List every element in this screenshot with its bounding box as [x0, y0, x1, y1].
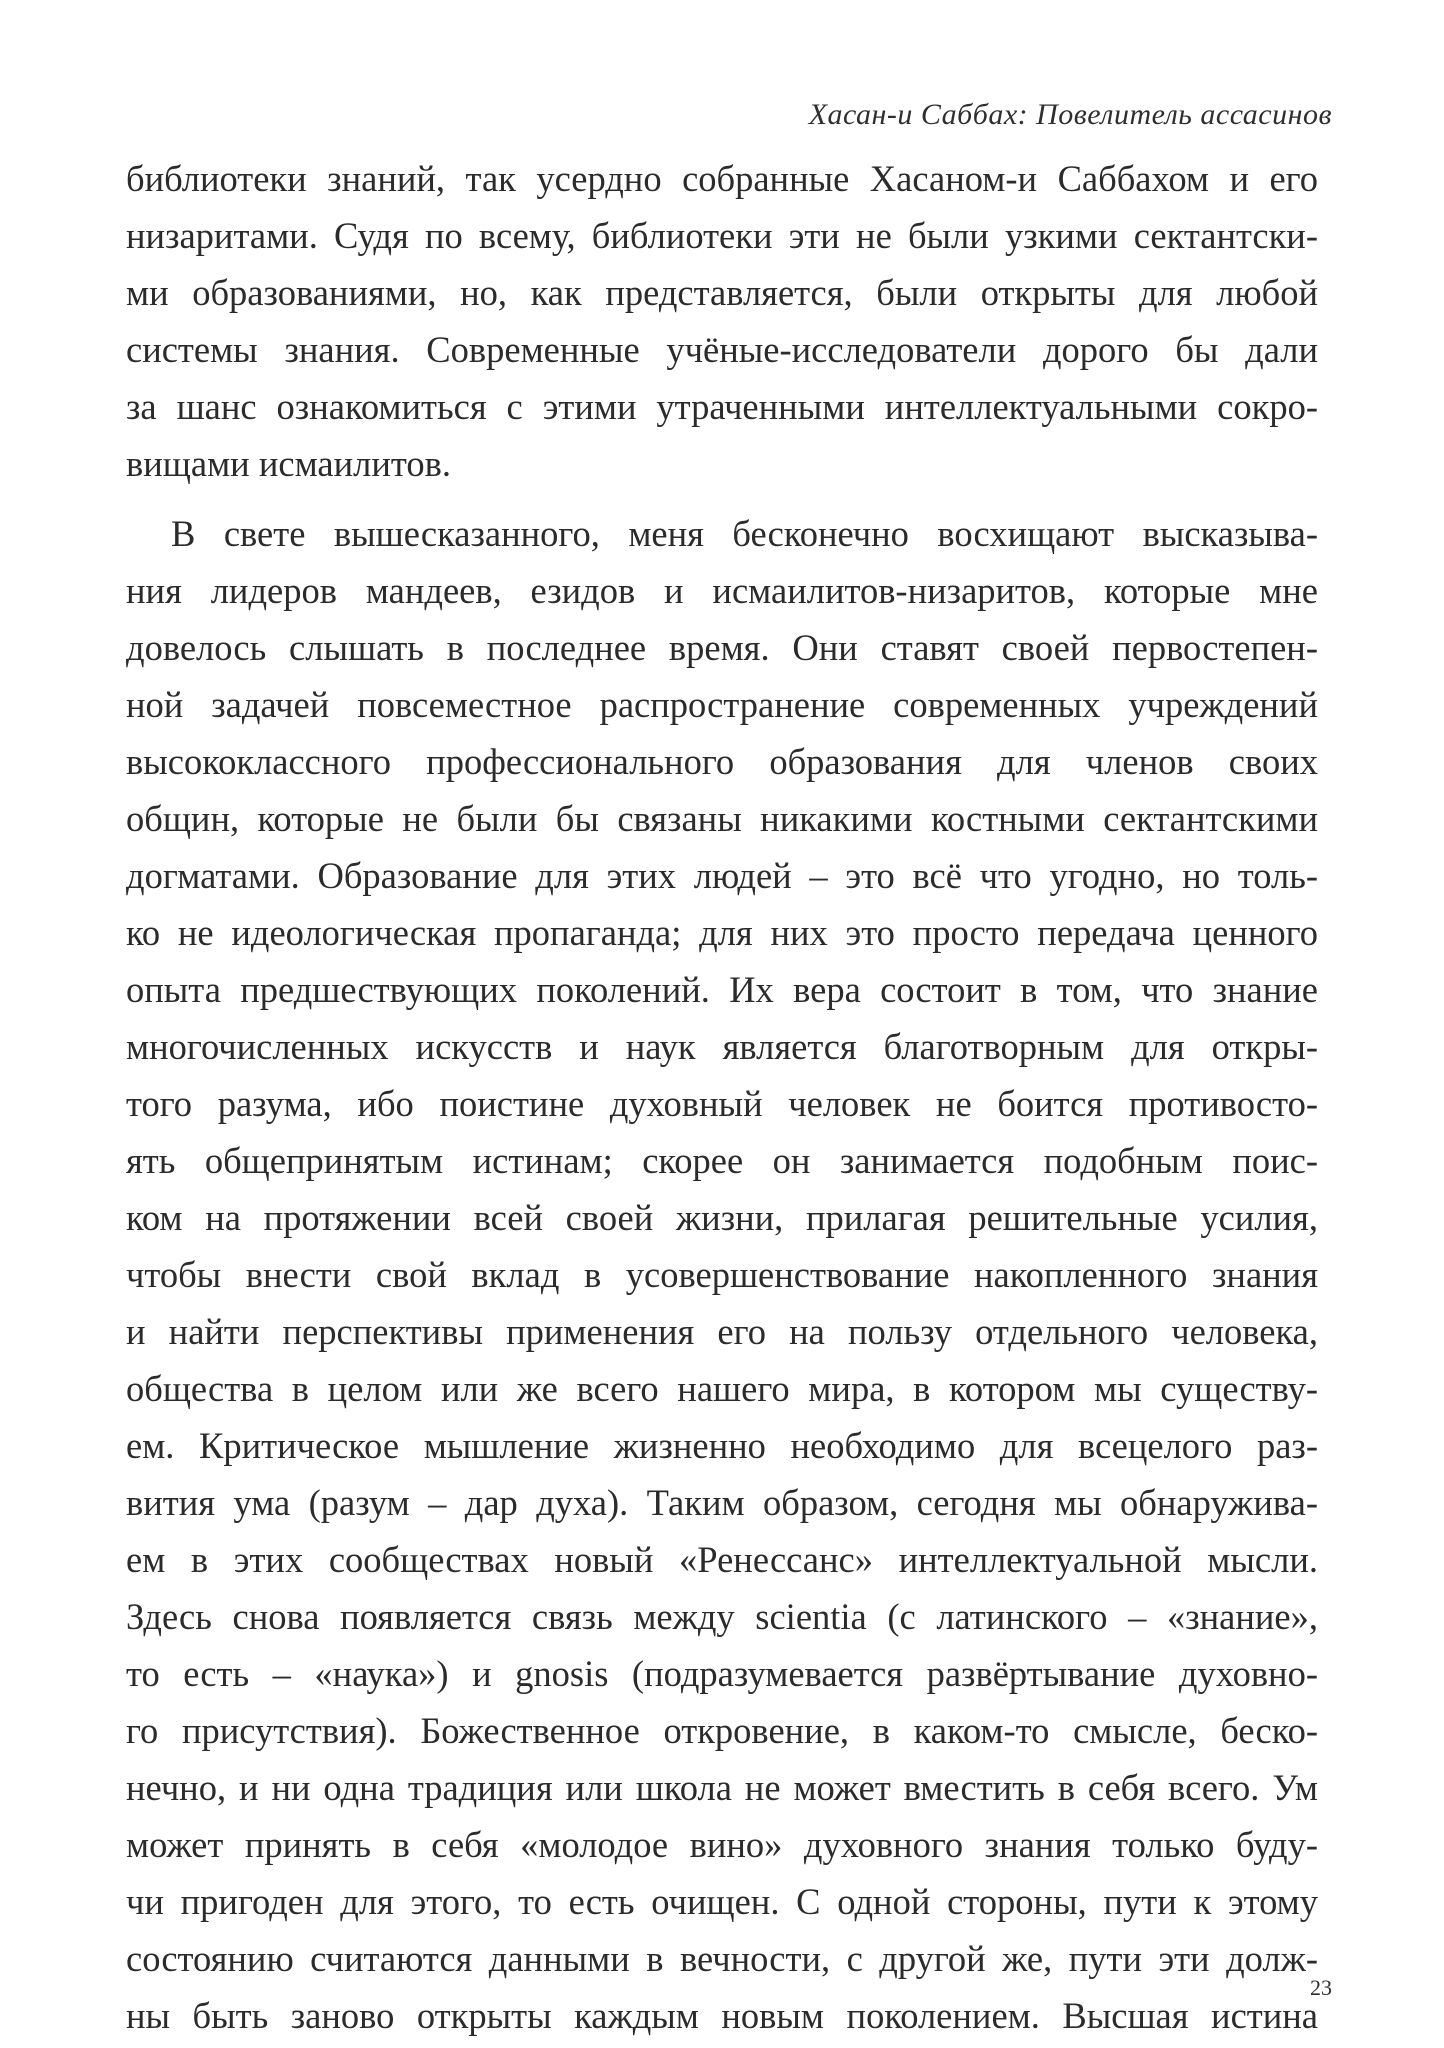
text-line: ко не идеологическая пропаганда; для них это просто передача ценного	[126, 912, 1318, 953]
text-line: может принять в себя «молодое вино» духовного знания только буду-	[126, 1824, 1318, 1865]
text-line: системы знания. Современные учёные-исследователи дорого бы дали	[126, 329, 1318, 370]
text-line: ной задачей повсеместное распространение современных учреждений	[126, 684, 1318, 725]
text-line: общества в целом или же всего нашего мира, в котором мы существу-	[126, 1368, 1318, 1409]
running-header: Хасан-и Саббах: Повелитель ассасинов	[808, 98, 1332, 131]
text-line: низаритами. Судя по всему, библиотеки эти не были узкими сектантски-	[126, 215, 1318, 256]
text-line: общин, которые не были бы связаны никакими костными сектантскими	[126, 798, 1318, 839]
text-line: ем. Критическое мышление жизненно необходимо для всецелого раз-	[126, 1425, 1318, 1466]
text-line: высококлассного профессионального образования для членов своих	[126, 741, 1318, 782]
page-number: 23	[1310, 1975, 1332, 2000]
text-line: библиотеки знаний, так усердно собранные Хасаном-и Саббахом и его	[126, 158, 1318, 199]
text-line: В свете вышесказанного, меня бесконечно восхищают высказыва-	[171, 513, 1318, 554]
paragraph	[126, 150, 1318, 492]
text-line: и найти перспективы применения его на пользу отдельного человека,	[126, 1311, 1318, 1352]
text-line: чи пригоден для этого, то есть очищен. С одной стороны, пути к этому	[126, 1881, 1318, 1922]
text-line: состоянию считаются данными в вечности, с другой же, пути эти долж-	[126, 1938, 1318, 1979]
text-line: чтобы внести свой вклад в усовершенствование накопленного знания	[126, 1254, 1318, 1295]
paragraph	[126, 505, 1318, 2044]
text-line: за шанс ознакомиться с этими утраченными интеллектуальными сокро-	[126, 386, 1318, 427]
text-line: довелось слышать в последнее время. Они ставят своей первостепен-	[126, 627, 1318, 668]
paragraph-gap	[126, 492, 1318, 505]
text-line: опыта предшествующих поколений. Их вера состоит в том, что знание	[126, 969, 1318, 1010]
body-text	[126, 150, 1318, 2044]
text-line: вищами исмаилитов.	[126, 443, 451, 484]
text-line: ны быть заново открыты каждым новым поколением. Высшая истина	[126, 1995, 1318, 2036]
text-line: го присутствия). Божественное откровение, в каком-то смысле, беско-	[126, 1710, 1318, 1751]
text-line: нечно, и ни одна традиция или школа не может вместить в себя всего. Ум	[126, 1767, 1318, 1808]
text-line: догматами. Образование для этих людей – это всё что угодно, но толь-	[126, 855, 1318, 896]
text-line: ми образованиями, но, как представляется, были открыты для любой	[126, 272, 1318, 313]
text-line: ния лидеров мандеев, езидов и исмаилитов-низаритов, которые мне	[126, 570, 1318, 611]
text-line: ком на протяжении всей своей жизни, прилагая решительные усилия,	[126, 1197, 1318, 1238]
text-line: того разума, ибо поистине духовный человек не боится противосто-	[126, 1083, 1318, 1124]
text-line: ем в этих сообществах новый «Ренессанс» интеллектуальной мысли.	[126, 1539, 1318, 1580]
text-line: то есть – «наука») и gnosis (подразумевается развёртывание духовно-	[126, 1653, 1318, 1694]
text-line: Здесь снова появляется связь между scientia (с латинского – «знание»,	[126, 1596, 1318, 1637]
text-line: вития ума (разум – дар духа). Таким образом, сегодня мы обнаружива-	[126, 1482, 1318, 1523]
text-line: многочисленных искусств и наук является благотворным для откры-	[126, 1026, 1318, 1067]
text-line: ять общепринятым истинам; скорее он занимается подобным поис-	[126, 1140, 1318, 1181]
